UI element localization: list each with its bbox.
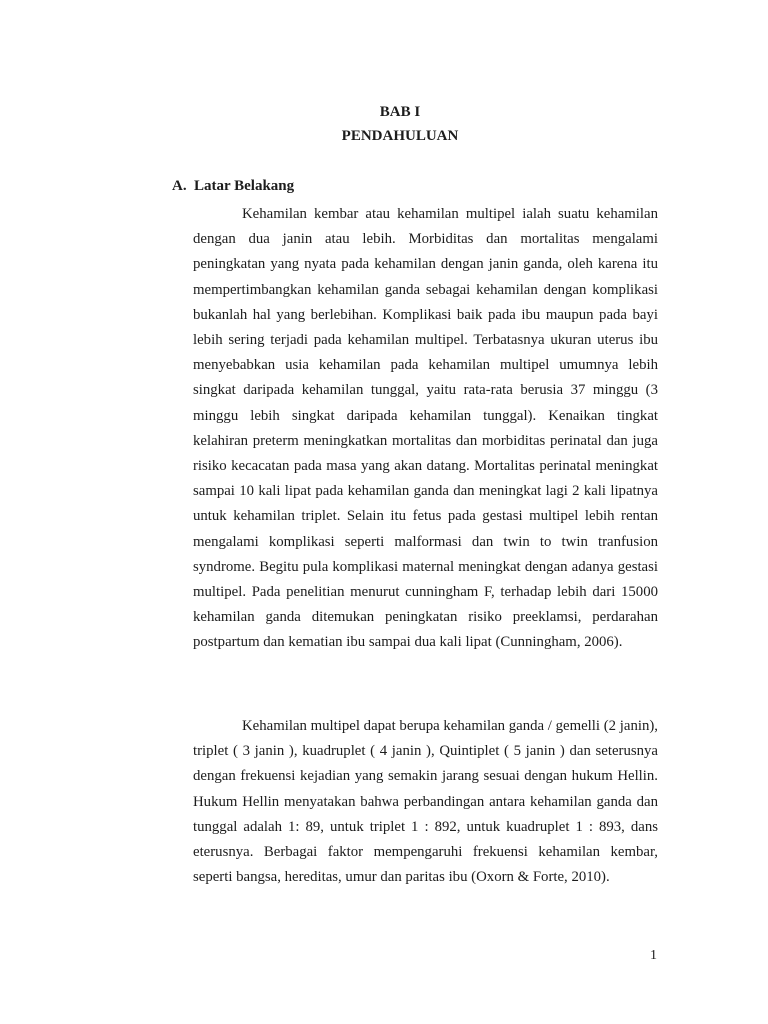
body-paragraph: Kehamilan kembar atau kehamilan multipel ialah suatu kehamilan dengan dua janin atau lebih. Morbiditas dan mortalitas mengalami peningkatan yang nyata pada kehamilan dengan janin ganda, oleh karena itu mempertimbangkan kehamilan ganda sebagai kehamilan dengan komplikasi bukanlah hal yang berlebihan. Komplikasi baik pada ibu maupun pada bayi lebih sering terjadi pada kehamilan multipel. Terbatasnya ukuran uterus ibu menyebabkan usia kehamilan pada kehamilan multipel umumnya lebih singkat daripada kehamilan tunggal, yaitu rata-rata berusia 37 minggu (3 minggu lebih singkat daripada kehamilan tunggal). Kenaikan tingkat kelahiran preterm meningkatkan mortalitas dan morbiditas perinatal dan juga risiko kecacatan pada masa yang akan datang. Mortalitas perinatal meningkat sampai 10 kali lipat pada kehamilan ganda dan meningkat lagi 2 kali lipatnya untuk kehamilan triplet. Selain itu fetus pada gestasi multipel lebih rentan mengalami komplikasi seperti malformasi dan twin to twin tranfusion syndrome. Begitu pula komplikasi maternal meningkat dengan adanya gestasi multipel. Pada penelitian menurut cunningham F, terhadap lebih dari 15000 kehamilan ganda ditemukan peningkatan risiko preeklamsi, perdarahan postpartum dan kematian ibu sampai dua kali lipat (Cunningham, 2006).: [193, 206, 658, 651]
section-title: Latar Belakang: [194, 178, 295, 194]
section-heading: [172, 178, 294, 195]
body-paragraph: Kehamilan multipel dapat berupa kehamilan ganda / gemelli (2 janin), triplet ( 3 janin ), kuadruplet ( 4 janin ), Quintiplet ( 5 janin ) dan seterusnya dengan frekuensi kejadian yang semakin jarang sesuai dengan hukum Hellin. Hukum Hellin menyatakan bahwa perbandingan antara kehamilan ganda dan tunggal adalah 1: 89, untuk triplet 1 : 892, untuk kuadruplet 1 : 893, dans eterusnya. Berbagai faktor mempengaruhi frekuensi kehamilan kembar, seperti bangsa, hereditas, umur dan paritas ibu (Oxorn & Forte, 2010).: [193, 718, 658, 886]
chapter-subtitle: PENDAHULUAN: [341, 128, 459, 144]
chapter-title: BAB I: [379, 104, 421, 120]
section-number: A.: [172, 178, 187, 194]
page-number: 1: [650, 948, 657, 963]
